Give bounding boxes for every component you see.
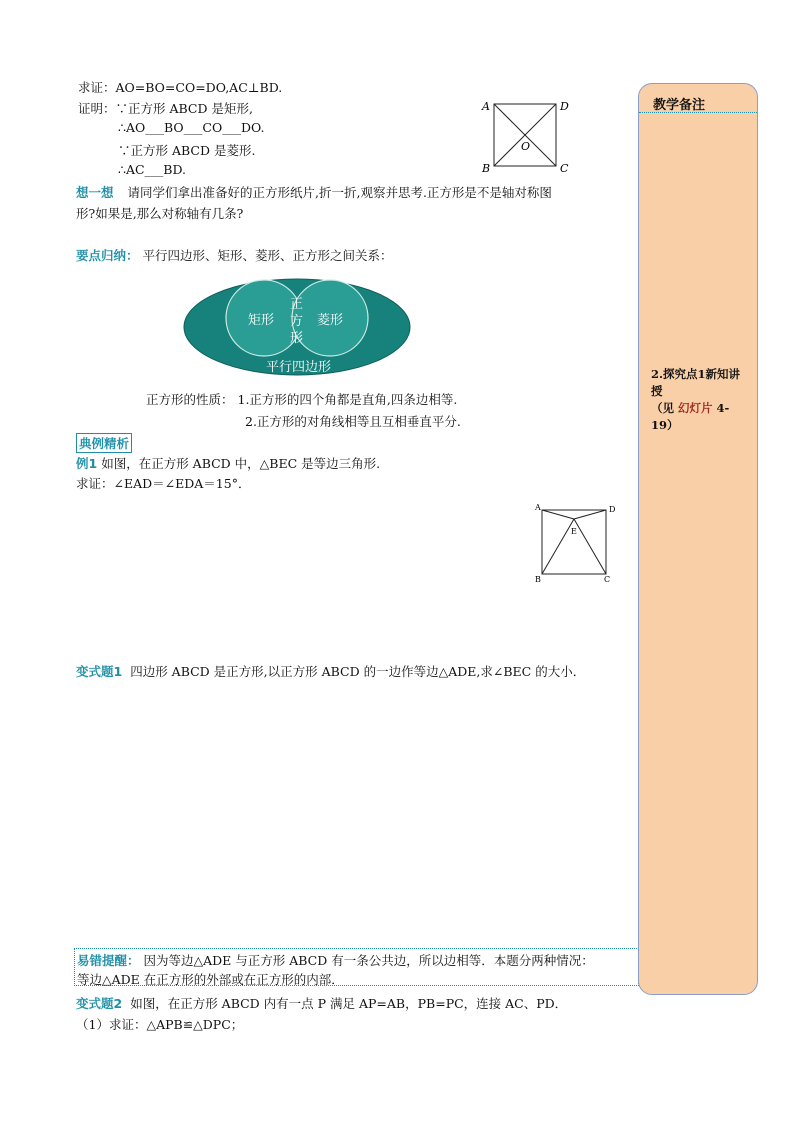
properties-title: 正方形的性质： bbox=[146, 392, 234, 407]
tip-label: 易错提醒： bbox=[77, 953, 140, 968]
variant2-label: 变式题2 bbox=[76, 996, 123, 1011]
example1-label: 例1 bbox=[76, 456, 98, 471]
vertex-a-label: A bbox=[482, 100, 490, 113]
variant2-text: 如图，在正方形 ABCD 内有一点 P 满足 AP=AB，PB=PC，连接 AC、PD． bbox=[130, 996, 568, 1011]
proof-line-3: ∵正方形 ABCD 是菱形. bbox=[118, 143, 256, 158]
teaching-notes-panel bbox=[638, 83, 758, 995]
example1-prove: 求证：∠EAD＝∠EDA＝15°． bbox=[76, 476, 251, 491]
proof-line-4: ∴AC___BD. bbox=[118, 162, 187, 177]
variant1-text: 四边形 ABCD 是正方形,以正方形 ABCD 的一边作等边△ADE,求∠BEC 的大小． bbox=[130, 664, 586, 679]
side-panel-note bbox=[651, 366, 747, 434]
example-header: 典例精析 bbox=[76, 433, 132, 453]
side-panel-title: 教学备注 bbox=[653, 98, 706, 113]
fig2-d-label: D bbox=[609, 505, 616, 514]
proof-line-2: ∴AO___BO___CO___DO. bbox=[118, 120, 265, 135]
fig2-a-label: A bbox=[535, 503, 541, 512]
venn-diagram bbox=[182, 278, 412, 380]
side-note-pre: （见 bbox=[651, 401, 674, 415]
think-text-1: 请同学们拿出准备好的正方形纸片,折一折,观察并思考.正方形是不是轴对称图 bbox=[127, 185, 552, 200]
venn-square-char-1: 正 bbox=[290, 297, 304, 312]
venn-square-char-2: 方 bbox=[290, 314, 304, 329]
side-note-line-1: 2.探究点1新知讲授 bbox=[651, 367, 741, 398]
property-1: 1.正方形的四个角都是直角,四条边相等. bbox=[237, 392, 458, 407]
variant2-question-1: （1）求证：△APB≌△DPC； bbox=[76, 1017, 244, 1032]
venn-square-char-3: 形 bbox=[290, 331, 304, 346]
proof-line-1: 证明：∵正方形 ABCD 是矩形, bbox=[78, 101, 253, 116]
think-text-2: 形?如果是,那么对称轴有几条? bbox=[76, 206, 244, 221]
summary-label: 要点归纳： bbox=[76, 248, 139, 263]
square-diagonals-figure bbox=[478, 96, 578, 178]
think-label: 想一想 bbox=[76, 185, 114, 200]
property-2: 2.正方形的对角线相等且互相垂直平分. bbox=[245, 414, 461, 429]
side-panel-divider bbox=[639, 112, 757, 113]
center-o-label: O bbox=[521, 140, 531, 153]
tip-text-2: 等边△ADE 在正方形的外部或在正方形的内部． bbox=[77, 972, 344, 987]
vertex-b-label: B bbox=[482, 162, 491, 175]
fig2-e-label: E bbox=[571, 527, 577, 536]
side-note-post: 4-19） bbox=[651, 401, 730, 432]
venn-rhombus-label: 菱形 bbox=[317, 313, 344, 328]
fig2-b-label: B bbox=[535, 575, 541, 584]
proof-claim: 求证：AO=BO=CO=DO,AC⊥BD. bbox=[78, 80, 283, 95]
vertex-c-label: C bbox=[560, 162, 569, 175]
venn-rect-label: 矩形 bbox=[248, 313, 275, 328]
vertex-d-label: D bbox=[560, 100, 569, 113]
variant1-label: 变式题1 bbox=[76, 664, 123, 679]
venn-parallelogram-label: 平行四边形 bbox=[266, 360, 332, 375]
fig2-c-label: C bbox=[604, 575, 611, 584]
summary-text: 平行四边形、矩形、菱形、正方形之间关系： bbox=[142, 248, 393, 263]
tip-text-1: 因为等边△ADE 与正方形 ABCD 有一条公共边，所以边相等．本题分两种情况： bbox=[143, 953, 594, 968]
example1-text: 如图，在正方形 ABCD 中，△BEC 是等边三角形. bbox=[101, 456, 381, 471]
side-note-slides: 幻灯片 bbox=[678, 401, 713, 415]
square-triangle-figure bbox=[530, 500, 620, 590]
